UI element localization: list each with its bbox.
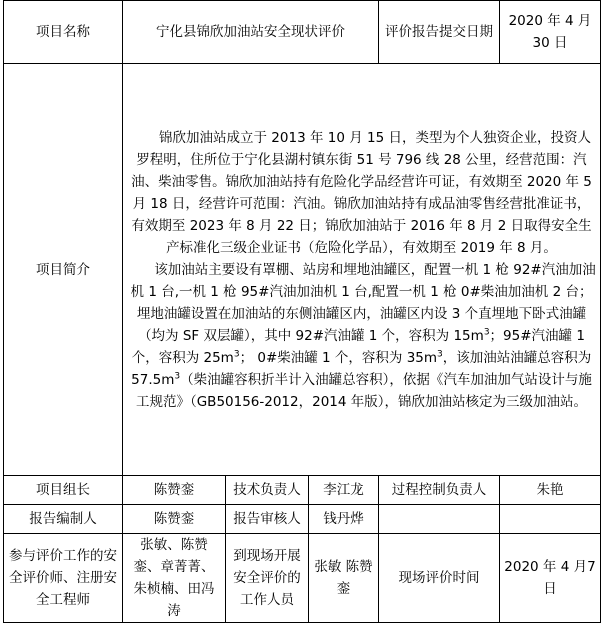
onsite-staff-label: 到现场开展安全评价的工作人员 bbox=[226, 534, 309, 623]
team-leader-row bbox=[4, 476, 601, 505]
intro-paragraph-2: 该加油站主要设有罩棚、站房和埋地油罐区，配置一机 1 枪 92#汽油加油机 1 台,一机 1 枪 95#汽油加油机 1 台,配置一机 1 枪 0#柴油加油机 2 台；埋地油罐设置在加油站的东侧油罐区内，油罐区内设 3 个直埋地下卧式油罐（均为 SF 双层罐），其中 92#汽油罐 1 个，容积为 $15m^3$；95#汽油罐 1 个，容积为 $25m^3$； 0#柴油罐 1 个，容积为 $35m^3$，该加油站油罐总容积为 $57.5m^3$（柴油罐容积折半计入油罐总容积），依据《汽车加油加气站设计与施工规范》（GB50156-2012，2014 年版），锦欣加油站核定为三级加油站。 bbox=[130, 261, 596, 410]
project-name-row bbox=[4, 1, 601, 64]
leader-value: 陈赞銮 bbox=[123, 476, 226, 505]
superscript-3: 3 bbox=[483, 327, 490, 337]
project-info-table bbox=[3, 0, 601, 623]
empty-cell bbox=[500, 505, 601, 534]
superscript-3: 3 bbox=[174, 371, 181, 381]
project-intro-row bbox=[4, 64, 601, 476]
process-control-label: 过程控制负责人 bbox=[379, 476, 500, 505]
onsite-staff-value: 张敏 陈赞銮 bbox=[309, 534, 379, 623]
tech-lead-label: 技术负责人 bbox=[226, 476, 309, 505]
author-label: 报告编制人 bbox=[4, 505, 123, 534]
reviewer-label: 报告审核人 bbox=[226, 505, 309, 534]
superscript-3: 3 bbox=[437, 349, 443, 359]
onsite-time-label: 现场评价时间 bbox=[379, 534, 500, 623]
author-value: 陈赞銮 bbox=[123, 505, 226, 534]
participants-value: 张敏、陈赞銮、章菁菁、朱桢楠、田冯涛 bbox=[123, 534, 226, 623]
onsite-time-value: 2020 年 4 月7日 bbox=[500, 534, 601, 623]
submit-date-value: 2020 年 4 月 30 日 bbox=[500, 1, 601, 64]
process-control-value: 朱艳 bbox=[500, 476, 601, 505]
empty-cell bbox=[379, 505, 500, 534]
participants-row bbox=[4, 534, 601, 623]
intro-paragraph-1: 锦欣加油站成立于 2013 年 10 月 15 日，类型为个人独资企业，投资人罗程明，住所位于宁化县湖村镇东街 51 号 796 线 28 公里，经营范围：汽油、柴油零售。锦欣加油站持有危险化学品经营许可证，有效期至 2020 年 5 月 18 日，经营许可范围：汽油。锦欣加油站持有成品油零售经营批准证书，有效期至 2023 年 8 月 22 日；锦欣加油站于 2016 年 8 月 2 日取得安全生产标准化三级企业证书（危险化学品），有效期至 2019 年 8 月。 bbox=[131, 129, 592, 256]
report-author-row bbox=[4, 505, 601, 534]
reviewer-value: 钱丹烨 bbox=[309, 505, 379, 534]
project-name-value: 宁化县锦欣加油站安全现状评价 bbox=[123, 1, 379, 64]
project-intro-label: 项目简介 bbox=[4, 64, 123, 476]
leader-label: 项目组长 bbox=[4, 476, 123, 505]
submit-date-label: 评价报告提交日期 bbox=[379, 1, 500, 64]
participants-label: 参与评价工作的安全评价师、注册安全工程师 bbox=[4, 534, 123, 623]
project-name-label: 项目名称 bbox=[4, 1, 123, 64]
project-intro-text bbox=[123, 64, 601, 476]
superscript-3: 3 bbox=[233, 349, 240, 359]
tech-lead-value: 李江龙 bbox=[309, 476, 379, 505]
